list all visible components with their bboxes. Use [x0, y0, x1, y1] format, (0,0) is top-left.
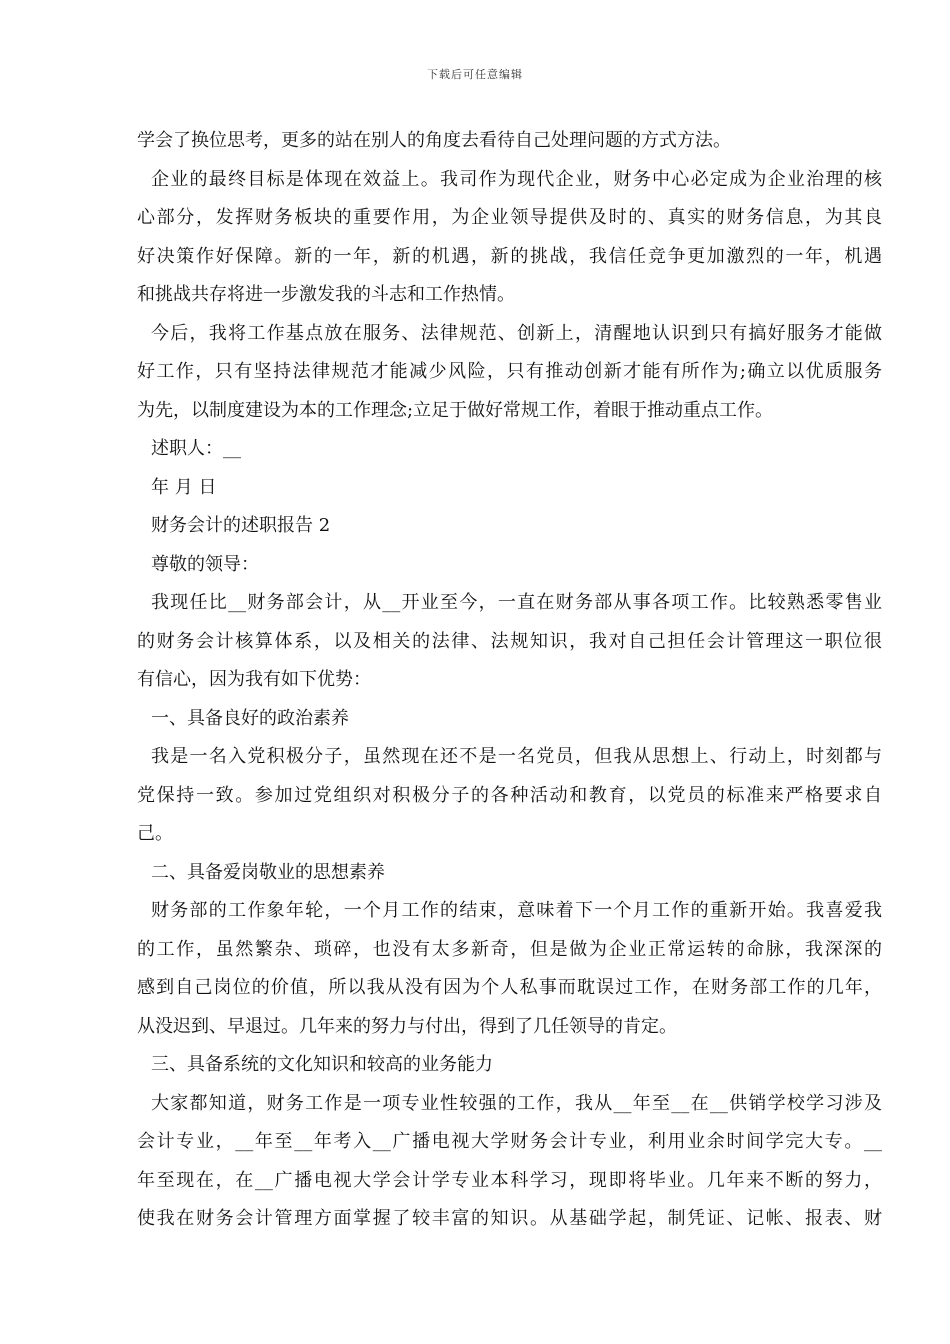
text-line: 年至现在，在__广播电视大学会计学专业本科学习，现即将毕业。几年来不断的努力， [137, 1169, 882, 1191]
document-body [137, 122, 882, 1239]
text-line: 从没迟到、早退过。几年来的努力与付出，得到了几任领导的肯定。 [137, 1015, 677, 1037]
text-line: 的财务会计核算体系，以及相关的法律、法规知识，我对自己担任会计管理这一职位很 [137, 630, 882, 652]
text-line: 心部分，发挥财务板块的重要作用，为企业领导提供及时的、真实的财务信息，为其良 [137, 207, 882, 228]
text-line: 三、具备系统的文化知识和较高的业务能力 [151, 1054, 493, 1075]
text-line: 我现任比__财务部会计，从__开业至今，一直在财务部从事各项工作。比较熟悉零售业 [151, 592, 882, 613]
text-line: 使我在财务会计管理方面掌握了较丰富的知识。从基础学起，制凭证、记帐、报表、财 [137, 1208, 882, 1229]
text-line: 学会了换位思考，更多的站在别人的角度去看待自己处理问题的方式方法。 [137, 130, 731, 151]
text-line: 为先，以制度建设为本的工作理念;立足于做好常规工作，着眼于推动重点工作。 [137, 399, 774, 421]
text-line: 一、具备良好的政治素养 [151, 707, 349, 729]
text-line: 二、具备爱岗敬业的思想素养 [151, 861, 385, 883]
text-line: 财务会计的述职报告 2 [151, 515, 331, 536]
text-line: 好决策作好保障。新的一年，新的机遇，新的挑战，我信任竞争更加激烈的一年，机遇 [137, 245, 882, 267]
text-line: 述职人：__ [151, 438, 241, 459]
text-line: 党保持一致。参加过党组织对积极分子的各种活动和教育，以党员的标准来严格要求自 [137, 784, 882, 806]
text-line: 感到自己岗位的价值，所以我从没有因为个人私事而耽误过工作，在财务部工作的几年， [137, 977, 882, 998]
text-line: 和挑战共存将进一步激发我的斗志和工作热情。 [137, 284, 515, 305]
header-note: 下载后可任意编辑 [427, 68, 523, 81]
text-line: 今后，我将工作基点放在服务、法律规范、创新上，清醒地认识到只有搞好服务才能做 [151, 322, 882, 344]
text-line: 我是一名入党积极分子，虽然现在还不是一名党员，但我从思想上、行动上，时刻都与 [151, 746, 882, 767]
text-line: 大家都知道，财务工作是一项专业性较强的工作，我从__年至__在__供销学校学习涉及 [151, 1092, 882, 1114]
text-line: 好工作，只有坚持法律规范才能减少风险，只有推动创新才能有所作为;确立以优质服务 [137, 361, 882, 382]
text-line: 的工作，虽然繁杂、琐碎，也没有太多新奇，但是做为企业正常运转的命脉，我深深的 [137, 938, 882, 960]
text-line: 尊敬的领导： [151, 553, 259, 575]
text-line: 己。 [137, 823, 173, 844]
text-line: 企业的最终目标是体现在效益上。我司作为现代企业，财务中心必定成为企业治理的核 [151, 168, 882, 190]
text-line: 会计专业，__年至__年考入__广播电视大学财务会计专业，利用业余时间学完大专。__ [137, 1131, 882, 1152]
text-line: 财务部的工作象年轮，一个月工作的结束，意味着下一个月工作的重新开始。我喜爱我 [151, 900, 882, 921]
text-line: 有信心，因为我有如下优势： [137, 669, 371, 690]
text-line: 年 月 日 [151, 476, 217, 498]
